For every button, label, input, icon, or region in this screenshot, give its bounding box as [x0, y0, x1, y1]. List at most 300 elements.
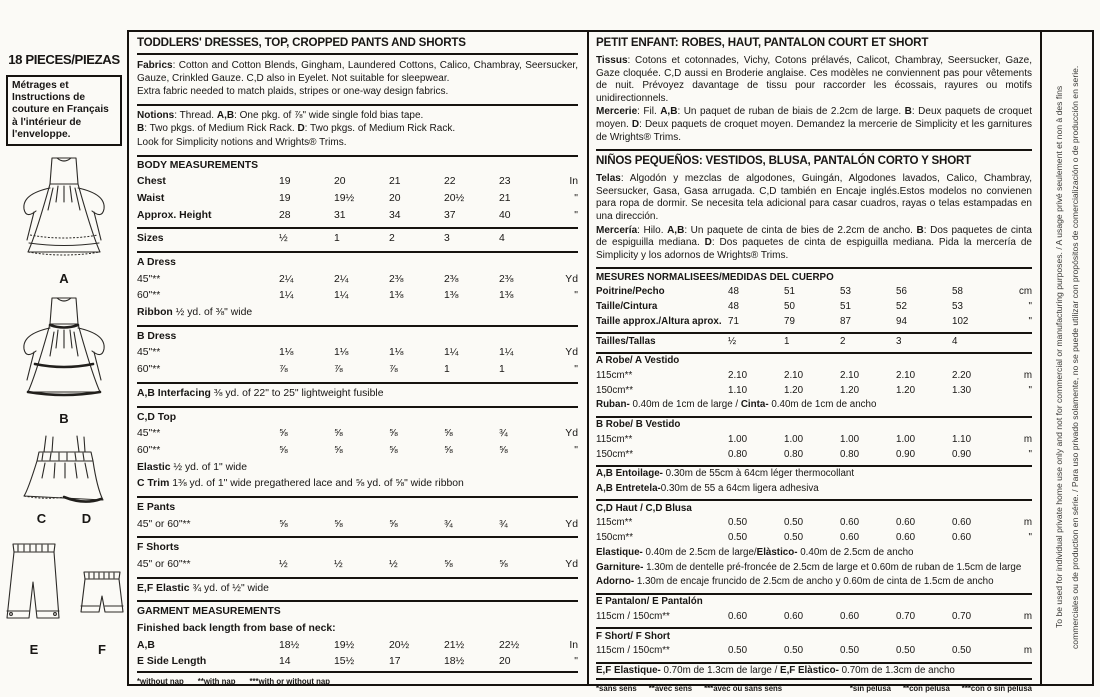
- row-value: 0.50: [728, 532, 748, 544]
- fabrics-extra-text: Extra fabric needed to match plaids, stripes or one-way design fabrics.: [137, 86, 449, 98]
- row-value: 0.50: [896, 645, 916, 657]
- row-value: 22½: [499, 639, 520, 651]
- row-value: 71: [728, 315, 739, 327]
- row-value: ⅝: [389, 428, 398, 440]
- row-value: 2¼: [334, 273, 349, 285]
- row-label: 115cm**: [596, 370, 633, 382]
- mercerie-text: [596, 106, 1032, 144]
- row-value: 1: [499, 364, 505, 376]
- row-unit: m: [1023, 517, 1032, 529]
- metric-yardage-table: [596, 270, 1032, 678]
- footnote-with-or-without-nap: ***with or without nap: [249, 677, 331, 687]
- row-value: ⅝: [444, 444, 453, 456]
- row-label: 115cm**: [596, 433, 633, 445]
- row-value: ½: [728, 335, 737, 347]
- text-segment: ⅜ yd. of 22" to 25" lightweight fusible: [210, 387, 384, 399]
- text-segment: : Un paquete de cinta de bies de 2.2cm de ancho.: [684, 224, 917, 236]
- row-label: 115cm**: [596, 517, 633, 529]
- row-value: ½: [334, 559, 343, 570]
- text-segment: Adorno-: [596, 576, 635, 588]
- text-segment: Garniture-: [596, 561, 644, 573]
- row-value: ⅝: [334, 428, 343, 440]
- table-note: [137, 476, 578, 493]
- sidebar: [4, 40, 124, 657]
- row-value: 20: [389, 192, 401, 204]
- section-header: C,D Haut / C,D Blusa: [596, 499, 1032, 516]
- text-segment: Cinta-: [740, 399, 769, 411]
- row-value: ⅝: [279, 518, 288, 530]
- text-segment: A,B: [216, 109, 235, 121]
- table-row: [137, 227, 578, 248]
- row-unit: In: [569, 639, 578, 651]
- row-label: Waist: [137, 192, 165, 204]
- text-segment: Mercerie: [596, 106, 638, 118]
- row-value: 2.10: [784, 370, 804, 382]
- text-segment: : Fil.: [637, 106, 661, 118]
- row-value: 53: [952, 301, 963, 313]
- row-value: 17: [389, 656, 401, 668]
- row-unit: m: [1023, 370, 1032, 382]
- row-unit: ": [574, 192, 578, 204]
- row-unit: ": [574, 656, 578, 668]
- table-note: [596, 398, 1032, 413]
- row-value: 1.30: [952, 384, 972, 396]
- row-value: 20½: [389, 639, 410, 651]
- row-value: ⅞: [279, 364, 288, 376]
- fabrics-text: [137, 60, 578, 85]
- row-label: 150cm**: [596, 448, 634, 460]
- row-value: 19½: [334, 639, 355, 651]
- legal-line-2: commerciales ou de production en série. / Para uso privado solamente, no se puede utilizar con propósitos de comercialización o de producción en serie.: [1070, 65, 1080, 649]
- text-segment: Fabrics: [137, 60, 173, 71]
- telas-merceria-block: [596, 170, 1032, 269]
- row-value: 0.80: [840, 448, 860, 460]
- table-row: [137, 654, 578, 671]
- row-value: 2⅜: [499, 273, 514, 285]
- text-segment: B: [916, 224, 924, 236]
- text-segment: : Cotton and Cotton Blends, Gingham, Laundered Cottons, Calico, Chambray, Seersucker, Gauze, Crinkled Gauze. C,D also in Eyelet. Not suitable for sleepwear.: [137, 60, 578, 84]
- text-segment: Finished back length from base of neck:: [137, 623, 336, 635]
- row-value: 1⅛: [334, 347, 349, 359]
- row-value: 0.50: [784, 532, 804, 544]
- row-value: 51: [840, 301, 851, 313]
- table-row: [137, 272, 578, 289]
- row-value: 31: [334, 209, 346, 221]
- row-value: 20: [499, 656, 511, 668]
- row-value: 1.00: [728, 433, 748, 445]
- section-header: C,D Top: [137, 406, 578, 427]
- row-value: 58: [952, 286, 963, 298]
- table-row: [596, 314, 1032, 329]
- row-value: 20½: [444, 192, 465, 204]
- section-header: B Robe/ B Vestido: [596, 416, 1032, 433]
- text-segment: ¾ yd. of ½" wide: [189, 582, 269, 594]
- table-row: [137, 191, 578, 208]
- tissus-text: [596, 55, 1032, 105]
- view-c-label: C: [36, 511, 47, 527]
- footnote-con-pelusa: **con pelusa: [903, 684, 950, 694]
- row-value: 0.60: [896, 517, 916, 529]
- text-segment: 0.30m de 55cm à 64cm léger thermocollant: [662, 468, 855, 480]
- text-segment: Ribbon: [137, 307, 173, 319]
- foreign-footnotes: [596, 678, 1032, 693]
- legal-text: [1052, 32, 1084, 682]
- row-value: 37: [444, 209, 456, 221]
- row-value: 19: [279, 176, 291, 188]
- row-value: 18½: [279, 639, 300, 651]
- row-unit: Yd: [565, 273, 578, 285]
- section-header: A Robe/ A Vestido: [596, 352, 1032, 369]
- table-row: [137, 557, 578, 574]
- row-value: 56: [896, 286, 907, 298]
- view-d-label: D: [81, 511, 92, 527]
- row-label: E Side Length: [137, 656, 207, 668]
- view-f-sketch: [74, 558, 130, 657]
- table-note: [596, 546, 1032, 561]
- row-value: 19½: [334, 192, 355, 204]
- table-row: [596, 447, 1032, 462]
- row-value: ⅝: [444, 559, 453, 570]
- row-value: ⅝: [499, 559, 508, 570]
- row-value: 2: [389, 233, 395, 245]
- row-value: 20: [334, 176, 346, 188]
- text-segment: 0.70m de 1.3cm de large /: [660, 664, 781, 676]
- text-segment: Mercería: [596, 224, 638, 236]
- row-value: ⅝: [279, 428, 288, 440]
- table-row: [137, 208, 578, 225]
- text-segment: : Two pkgs. of Medium Rick Rack.: [304, 123, 456, 135]
- row-label: Approx. Height: [137, 209, 212, 221]
- text-segment: : Thread.: [174, 109, 217, 121]
- row-value: 2.10: [728, 370, 748, 382]
- row-value: 1⅜: [444, 290, 459, 302]
- row-unit: ": [1028, 448, 1032, 460]
- row-label: 60"**: [137, 290, 161, 302]
- row-value: 1.00: [896, 433, 916, 445]
- footnote-con-o-sin-pelusa: ***con o sin pelusa: [961, 684, 1032, 694]
- table-row: [137, 426, 578, 443]
- spanish-title: NIÑOS PEQUEÑOS: VESTIDOS, BLUSA, PANTALÓN CORTO Y SHORT: [596, 154, 972, 168]
- row-value: 102: [952, 315, 969, 327]
- row-value: ⅞: [389, 364, 398, 376]
- row-value: 40: [499, 209, 511, 221]
- text-segment: : Hilo.: [637, 224, 668, 236]
- row-value: 2⅜: [389, 273, 404, 285]
- frame-right-line: [1092, 30, 1094, 686]
- row-label: 60"**: [137, 444, 161, 456]
- row-label: 45"**: [137, 347, 161, 359]
- row-value: 1⅛: [389, 347, 404, 359]
- text-segment: Elàstico-: [756, 546, 798, 558]
- row-label: Taille/Cintura: [596, 301, 658, 313]
- legal-divider-line: [1040, 30, 1042, 686]
- row-label: Poitrine/Pecho: [596, 286, 665, 298]
- row-value: 1: [334, 233, 340, 245]
- text-segment: : Cotons et cotonnades, Vichy, Cotons prélavés, Calicot, Chambray, Seersucker, Gaze, Gaze cloquée. C,D aussi en Broderie anglaise. Ces modèles ne conviennent pas pour vêtements de nuit. Prévoyez davantage de tissu pour raccorder les écossais, rayures ou motifs unidirectionnels.: [596, 55, 1032, 104]
- row-value: 1: [444, 364, 450, 376]
- row-unit: ": [574, 364, 578, 376]
- table-note: [137, 460, 578, 477]
- row-value: 0.50: [952, 645, 972, 657]
- english-title: TODDLERS' DRESSES, TOP, CROPPED PANTS AND SHORTS: [137, 32, 578, 55]
- row-value: 28: [279, 209, 291, 221]
- row-value: 21: [389, 176, 401, 188]
- row-label: 45" or 60"**: [137, 559, 191, 570]
- row-value: 1⅜: [389, 290, 404, 302]
- section-header: GARMENT MEASUREMENTS: [137, 600, 578, 621]
- top-cd-line-drawing: [9, 432, 119, 510]
- text-segment: : Two pkgs. of Medium Rick Rack.: [144, 123, 298, 135]
- fabrics-block: [137, 57, 578, 106]
- legal-strip: [1045, 32, 1091, 682]
- row-value: 0.90: [952, 448, 972, 460]
- row-unit: ": [574, 209, 578, 221]
- table-row: [137, 174, 578, 191]
- text-segment: Elastique-: [596, 546, 643, 558]
- row-value: 0.60: [952, 532, 972, 544]
- row-value: 1.10: [728, 384, 748, 396]
- french-footnotes: [596, 684, 782, 693]
- row-value: 1.10: [952, 433, 972, 445]
- merceria-text: [596, 225, 1032, 263]
- row-value: 0.60: [952, 517, 972, 529]
- footnote-sans-sens: *sans sens: [596, 684, 637, 694]
- row-label: 60"**: [137, 364, 161, 376]
- row-value: 0.60: [896, 532, 916, 544]
- row-value: 0.50: [784, 517, 804, 529]
- text-segment: 0.30m de 55 a 64cm ligera adhesiva: [660, 483, 819, 495]
- text-segment: B: [904, 106, 912, 118]
- text-segment: : Un paquet de ruban de biais de 2.2cm de large.: [677, 106, 905, 118]
- tissus-mercerie-block: [596, 52, 1032, 151]
- table-row: [596, 332, 1032, 349]
- row-value: 1¼: [499, 347, 514, 359]
- row-unit: ": [1028, 301, 1032, 313]
- spanish-footnotes: [850, 684, 1032, 693]
- text-segment: Notions: [137, 109, 175, 121]
- table-note: [596, 465, 1032, 482]
- row-label: 45" or 60"**: [137, 518, 191, 530]
- row-value: 4: [952, 335, 958, 347]
- row-value: ⅝: [334, 518, 343, 530]
- row-value: 0.60: [784, 610, 804, 622]
- row-value: 0.50: [784, 645, 804, 657]
- table-row: [596, 433, 1032, 448]
- notions-line-1: [137, 110, 578, 123]
- row-value: ¾: [499, 428, 508, 440]
- french-note-box: Métrages et Instructions de couture en Français à l'intérieur de l'enveloppe.: [6, 75, 122, 146]
- row-value: 2.20: [952, 370, 972, 382]
- row-value: 21: [499, 192, 511, 204]
- row-value: 53: [840, 286, 851, 298]
- row-label: A,B: [137, 639, 155, 651]
- row-value: 23: [499, 176, 511, 188]
- table-row: [596, 300, 1032, 315]
- dress-a-line-drawing: [12, 152, 116, 270]
- text-segment: Tissus: [596, 55, 628, 66]
- row-value: 1¼: [334, 290, 349, 302]
- table-note: [596, 482, 1032, 497]
- text-segment: : Deux paquets de croquet moyen.: [596, 106, 1032, 130]
- row-value: ⅝: [444, 428, 453, 440]
- row-label: Tailles/Tallas: [596, 335, 656, 347]
- notions-line-2: [137, 123, 578, 136]
- text-segment: E,F Elastique-: [596, 664, 661, 676]
- row-value: ⅝: [389, 444, 398, 456]
- row-value: 52: [896, 301, 907, 313]
- text-segment: D: [704, 237, 712, 249]
- table-row: [137, 362, 578, 379]
- row-value: 1: [784, 335, 790, 347]
- footnote-sin-pelusa: *sin pelusa: [849, 684, 891, 694]
- row-unit: ": [1028, 315, 1032, 327]
- text-segment: ½ yd. of ⅜" wide: [172, 307, 253, 319]
- row-value: 0.60: [728, 610, 748, 622]
- text-segment: : Algodón y mezclas de algodones, Guingán, Algodones lavados, Calico, Chambray, Seersucker, Gasa, Gasa arrugada. C,D también en Encaje inglés.Estos modelos no convienen para ropa de dormir. Se necesita tela adicional para casar cuadros, rayas o telas estampadas en una dirección.: [596, 173, 1032, 222]
- row-unit: Yd: [565, 559, 578, 570]
- view-cd-sketch: [9, 432, 119, 526]
- row-value: 22: [444, 176, 456, 188]
- row-value: 0.80: [728, 448, 748, 460]
- row-value: 2⅜: [444, 273, 459, 285]
- french-spanish-column: [596, 32, 1033, 694]
- text-segment: C Trim: [137, 478, 170, 490]
- table-note: [137, 305, 578, 322]
- table-row: [137, 345, 578, 362]
- row-value: 1.20: [896, 384, 916, 396]
- row-label: 150cm**: [596, 384, 634, 396]
- section-header: A Dress: [137, 251, 578, 272]
- table-row: [596, 285, 1032, 300]
- table-row: [596, 516, 1032, 531]
- text-segment: : Deux paquets de croquet moyen. Demandez la mercerie de Simplicity et les garnitures de Wrights® Trims.: [596, 118, 1033, 143]
- table-row: [596, 644, 1032, 659]
- row-value: 79: [784, 315, 795, 327]
- footnote-avec-ou-sans-sens: ***avec ou sans sens: [704, 684, 783, 694]
- text-segment: E,F Elastic: [137, 582, 190, 594]
- text-segment: A,B Entretela-: [596, 483, 661, 495]
- text-segment: A,B Entoilage-: [596, 468, 663, 480]
- text-segment: ½ yd. of 1" wide: [170, 461, 247, 473]
- text-segment: 1⅜ yd. of 1" wide pregathered lace and ⅝ yd. of ⅝" wide ribbon: [169, 478, 464, 490]
- pants-e-line-drawing: [0, 536, 70, 636]
- table-row: [137, 638, 578, 655]
- row-value: 14: [279, 656, 291, 668]
- table-row: [137, 517, 578, 534]
- text-segment: D: [297, 123, 305, 135]
- section-header: E Pantalon/ E Pantalón: [596, 593, 1032, 610]
- telas-text: [596, 173, 1032, 223]
- legal-line-1: To be used for individual private home use only and not for commercial or manufacturing purposes. / A usage privé seulement et non à des fins: [1054, 85, 1065, 629]
- row-value: 0.50: [728, 517, 748, 529]
- table-note: [596, 575, 1032, 590]
- row-value: ½: [279, 233, 288, 245]
- row-value: 2.10: [896, 370, 916, 382]
- row-value: 48: [728, 301, 739, 313]
- notions-line-3: Look for Simplicity notions and Wrights® Trims.: [137, 136, 347, 148]
- view-cd-labels: [19, 511, 109, 526]
- row-value: ⅝: [334, 444, 343, 456]
- section-header: E Pants: [137, 496, 578, 517]
- text-segment: D: [631, 118, 640, 130]
- text-segment: 0.70m de 1.3cm de ancho: [838, 664, 955, 676]
- table-note: [137, 382, 578, 403]
- row-value: 0.70: [896, 610, 916, 622]
- text-segment: 1.30m de dentelle pré-froncée de 2.5cm de large et 0.60m de ruban de 1.5cm de large: [643, 561, 1022, 573]
- row-value: 94: [896, 315, 907, 327]
- row-value: 0.50: [728, 645, 748, 657]
- text-segment: B: [137, 123, 145, 135]
- row-value: 15½: [334, 656, 355, 668]
- section-header: B Dress: [137, 325, 578, 346]
- row-value: ¾: [444, 518, 453, 530]
- row-value: 18½: [444, 656, 465, 668]
- row-unit: In: [569, 176, 578, 188]
- view-e-sketch: [0, 536, 70, 657]
- table-row: [137, 288, 578, 305]
- row-value: 0.60: [840, 610, 860, 622]
- row-value: 1⅛: [279, 347, 294, 359]
- text-segment: A,B: [667, 224, 685, 236]
- row-value: 1.20: [840, 384, 860, 396]
- row-label: Sizes: [137, 233, 164, 245]
- footnote-with-nap: **with nap: [197, 677, 236, 687]
- text-segment: 0.40m de 1cm de ancho: [768, 399, 877, 411]
- row-value: ½: [279, 559, 288, 570]
- row-unit: ": [1028, 384, 1032, 396]
- row-value: 48: [728, 286, 739, 298]
- row-unit: Yd: [565, 518, 578, 530]
- section-header: F Short/ F Short: [596, 627, 1032, 644]
- table-note: [596, 662, 1032, 679]
- table-row: [596, 531, 1032, 546]
- row-unit: ": [574, 444, 578, 456]
- text-segment: Telas: [596, 173, 621, 185]
- row-value: 0.50: [840, 645, 860, 657]
- row-label: Taille approx./Altura aprox.: [596, 315, 722, 327]
- row-value: ⅝: [389, 518, 398, 530]
- row-value: 1.00: [784, 433, 804, 445]
- row-value: 0.60: [840, 532, 860, 544]
- text-segment: 1.30m de encaje fruncido de 2.5cm de ancho y 0.60m de cinta de 1.5cm de ancho: [634, 576, 994, 588]
- text-segment: : One pkg. of ⅞" wide single fold bias tape.: [234, 109, 424, 121]
- row-label: 115cm / 150cm**: [596, 610, 670, 622]
- row-label: 150cm**: [596, 532, 634, 544]
- row-value: 4: [499, 233, 505, 245]
- row-unit: ": [574, 290, 578, 302]
- row-value: 0.80: [784, 448, 804, 460]
- view-e-label: E: [29, 642, 39, 658]
- row-value: 3: [896, 335, 902, 347]
- table-row: [596, 383, 1032, 398]
- text-segment: Elastic: [137, 461, 171, 473]
- view-a-label: A: [59, 271, 69, 287]
- section-header: BODY MEASUREMENTS: [137, 159, 259, 171]
- text-segment: 0.40m de 2.5cm de ancho: [797, 546, 914, 558]
- text-segment: : Dos paquetes de cinta de espiguilla mediana. Pida la mercería de Simplicity y los adornos de Wrights® Trims.: [596, 237, 1032, 261]
- row-value: 0.60: [840, 517, 860, 529]
- row-unit: m: [1023, 433, 1032, 445]
- row-value: ¾: [499, 518, 508, 530]
- row-value: 2: [840, 335, 846, 347]
- row-label: 45"**: [137, 428, 161, 440]
- english-column: [137, 32, 578, 687]
- view-f-label: F: [98, 642, 106, 658]
- row-value: 21½: [444, 639, 465, 651]
- text-segment: A,B Interfacing: [137, 387, 211, 399]
- row-value: ½: [389, 559, 398, 570]
- text-segment: : Dos paquetes de cinta de espiguilla mediana.: [596, 224, 1032, 249]
